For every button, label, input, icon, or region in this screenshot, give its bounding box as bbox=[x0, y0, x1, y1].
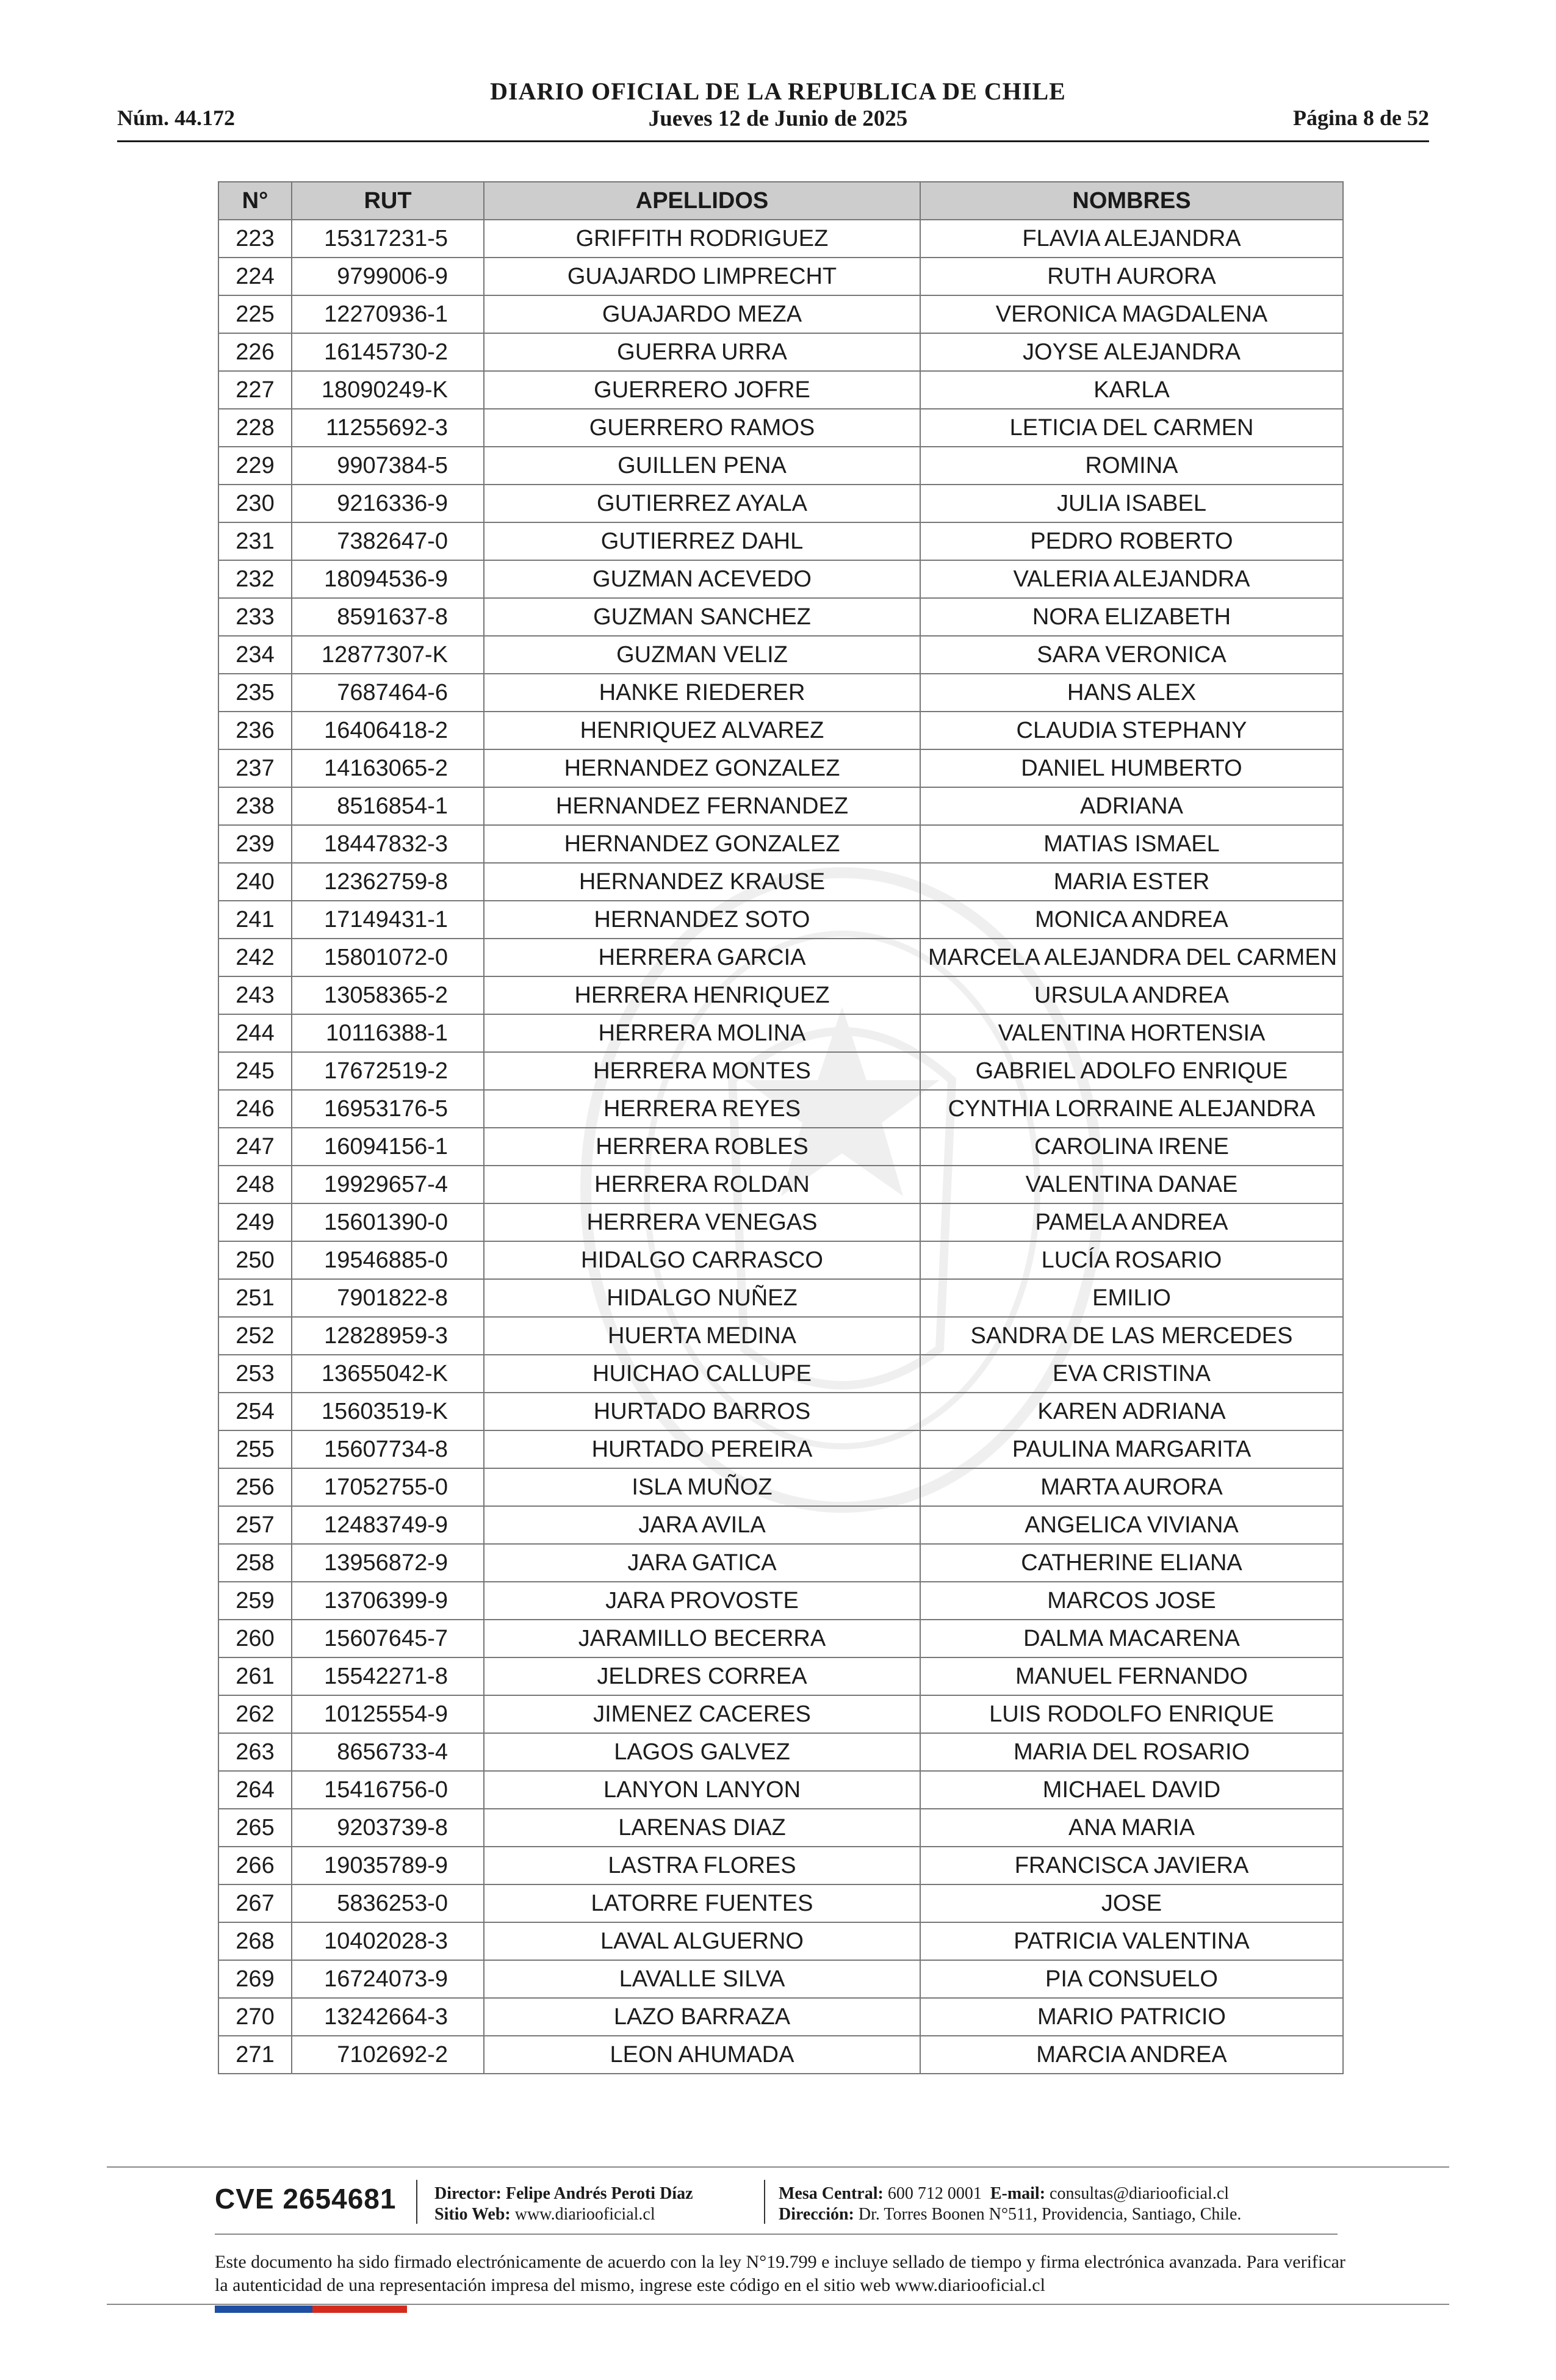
apellidos-cell: GRIFFITH RODRIGUEZ bbox=[484, 220, 920, 258]
nombres-cell: MARCELA ALEJANDRA DEL CARMEN bbox=[920, 939, 1343, 976]
nombres-cell: JOYSE ALEJANDRA bbox=[920, 333, 1343, 371]
apellidos-cell: JIMENEZ CACERES bbox=[484, 1695, 920, 1733]
rut-cell: 13242664-3 bbox=[292, 1998, 484, 2036]
table-header-row bbox=[218, 182, 1343, 220]
website-label: Sitio Web: bbox=[434, 2205, 511, 2224]
apellidos-cell: HERRERA HENRIQUEZ bbox=[484, 976, 920, 1014]
table-row bbox=[218, 295, 1343, 333]
address-label: Dirección: bbox=[779, 2205, 854, 2224]
apellidos-cell: JARA GATICA bbox=[484, 1544, 920, 1582]
row-number-cell: 267 bbox=[218, 1884, 292, 1922]
apellidos-cell: HERNANDEZ SOTO bbox=[484, 901, 920, 939]
table-row bbox=[218, 1355, 1343, 1393]
nombres-cell: PATRICIA VALENTINA bbox=[920, 1922, 1343, 1960]
table-row bbox=[218, 1090, 1343, 1128]
row-number-cell: 249 bbox=[218, 1203, 292, 1241]
table-body bbox=[218, 220, 1343, 2074]
table-row bbox=[218, 712, 1343, 749]
rut-cell: 8591637-8 bbox=[292, 598, 484, 636]
table-row bbox=[218, 1279, 1343, 1317]
rut-cell: 16094156-1 bbox=[292, 1128, 484, 1166]
nombres-cell: FLAVIA ALEJANDRA bbox=[920, 220, 1343, 258]
column-header-number: N° bbox=[218, 182, 292, 220]
apellidos-cell: GUERRA URRA bbox=[484, 333, 920, 371]
footer-separator bbox=[416, 2180, 417, 2224]
rut-cell: 14163065-2 bbox=[292, 749, 484, 787]
apellidos-cell: JARAMILLO BECERRA bbox=[484, 1620, 920, 1657]
row-number-cell: 245 bbox=[218, 1052, 292, 1090]
page-indicator: Página 8 de 52 bbox=[1292, 106, 1429, 130]
nombres-cell: PAMELA ANDREA bbox=[920, 1203, 1343, 1241]
apellidos-cell: GUAJARDO MEZA bbox=[484, 295, 920, 333]
row-number-cell: 227 bbox=[218, 371, 292, 409]
row-number-cell: 251 bbox=[218, 1279, 292, 1317]
nombres-cell: CATHERINE ELIANA bbox=[920, 1544, 1343, 1582]
row-number-cell: 234 bbox=[218, 636, 292, 674]
rut-cell: 15603519-K bbox=[292, 1393, 484, 1430]
nombres-cell: MARCIA ANDREA bbox=[920, 2036, 1343, 2074]
row-number-cell: 233 bbox=[218, 598, 292, 636]
row-number-cell: 246 bbox=[218, 1090, 292, 1128]
rut-cell: 12270936-1 bbox=[292, 295, 484, 333]
address-value: Dr. Torres Boonen N°511, Providencia, Santiago, Chile. bbox=[858, 2205, 1242, 2224]
publication-date: Jueves 12 de Junio de 2025 bbox=[648, 106, 908, 131]
apellidos-cell: GUILLEN PENA bbox=[484, 447, 920, 485]
table-row bbox=[218, 1771, 1343, 1809]
nombres-cell: VALERIA ALEJANDRA bbox=[920, 560, 1343, 598]
column-header-rut: RUT bbox=[292, 182, 484, 220]
table-row bbox=[218, 863, 1343, 901]
nombres-cell: CLAUDIA STEPHANY bbox=[920, 712, 1343, 749]
email-link[interactable]: consultas@diariooficial.cl bbox=[1050, 2184, 1230, 2203]
row-number-cell: 247 bbox=[218, 1128, 292, 1166]
nombres-cell: LETICIA DEL CARMEN bbox=[920, 409, 1343, 447]
table-row bbox=[218, 1014, 1343, 1052]
table-row bbox=[218, 1430, 1343, 1468]
cve-code: CVE 2654681 bbox=[215, 2183, 397, 2215]
table-row bbox=[218, 1582, 1343, 1620]
rut-cell: 16406418-2 bbox=[292, 712, 484, 749]
row-number-cell: 229 bbox=[218, 447, 292, 485]
apellidos-cell: HERRERA ROBLES bbox=[484, 1128, 920, 1166]
table-row bbox=[218, 1960, 1343, 1998]
row-number-cell: 266 bbox=[218, 1847, 292, 1884]
rut-cell: 10116388-1 bbox=[292, 1014, 484, 1052]
table-row bbox=[218, 1544, 1343, 1582]
apellidos-cell: LEON AHUMADA bbox=[484, 2036, 920, 2074]
apellidos-cell: HERRERA MONTES bbox=[484, 1052, 920, 1090]
footer-divider-bottom bbox=[107, 2304, 1449, 2305]
nombres-cell: NORA ELIZABETH bbox=[920, 598, 1343, 636]
row-number-cell: 254 bbox=[218, 1393, 292, 1430]
table-row bbox=[218, 485, 1343, 522]
rut-cell: 18090249-K bbox=[292, 371, 484, 409]
row-number-cell: 258 bbox=[218, 1544, 292, 1582]
issue-number: Núm. 44.172 bbox=[117, 106, 236, 130]
table-row bbox=[218, 939, 1343, 976]
apellidos-cell: LAVAL ALGUERNO bbox=[484, 1922, 920, 1960]
table-row bbox=[218, 749, 1343, 787]
footer-separator bbox=[764, 2180, 765, 2224]
row-number-cell: 250 bbox=[218, 1241, 292, 1279]
nombres-cell: PIA CONSUELO bbox=[920, 1960, 1343, 1998]
rut-cell: 15801072-0 bbox=[292, 939, 484, 976]
nombres-cell: LUIS RODOLFO ENRIQUE bbox=[920, 1695, 1343, 1733]
nombres-cell: GABRIEL ADOLFO ENRIQUE bbox=[920, 1052, 1343, 1090]
row-number-cell: 231 bbox=[218, 522, 292, 560]
row-number-cell: 268 bbox=[218, 1922, 292, 1960]
nombres-cell: LUCÍA ROSARIO bbox=[920, 1241, 1343, 1279]
apellidos-cell: JARA AVILA bbox=[484, 1506, 920, 1544]
row-number-cell: 225 bbox=[218, 295, 292, 333]
rut-cell: 10402028-3 bbox=[292, 1922, 484, 1960]
director-name: Felipe Andrés Peroti Díaz bbox=[505, 2184, 693, 2203]
flag-stripe-blue bbox=[215, 2306, 312, 2313]
rut-cell: 15607645-7 bbox=[292, 1620, 484, 1657]
apellidos-cell: HERRERA ROLDAN bbox=[484, 1166, 920, 1203]
row-number-cell: 270 bbox=[218, 1998, 292, 2036]
nombres-cell: MARIA ESTER bbox=[920, 863, 1343, 901]
apellidos-cell: HURTADO PEREIRA bbox=[484, 1430, 920, 1468]
apellidos-cell: HURTADO BARROS bbox=[484, 1393, 920, 1430]
rut-cell: 12828959-3 bbox=[292, 1317, 484, 1355]
nombres-cell: ANA MARIA bbox=[920, 1809, 1343, 1847]
rut-cell: 17149431-1 bbox=[292, 901, 484, 939]
rut-cell: 15607734-8 bbox=[292, 1430, 484, 1468]
row-number-cell: 260 bbox=[218, 1620, 292, 1657]
row-number-cell: 230 bbox=[218, 485, 292, 522]
row-number-cell: 240 bbox=[218, 863, 292, 901]
publication-title: DIARIO OFICIAL DE LA REPUBLICA DE CHILE bbox=[490, 78, 1066, 105]
director-label: Director: bbox=[434, 2184, 502, 2203]
table-row bbox=[218, 1241, 1343, 1279]
table-row bbox=[218, 1809, 1343, 1847]
rut-cell: 8516854-1 bbox=[292, 787, 484, 825]
table-row bbox=[218, 1128, 1343, 1166]
apellidos-cell: HERNANDEZ GONZALEZ bbox=[484, 749, 920, 787]
table-row bbox=[218, 1733, 1343, 1771]
nombres-cell: ADRIANA bbox=[920, 787, 1343, 825]
table-row bbox=[218, 1884, 1343, 1922]
apellidos-cell: LARENAS DIAZ bbox=[484, 1809, 920, 1847]
table-row bbox=[218, 220, 1343, 258]
table-row bbox=[218, 787, 1343, 825]
nombres-cell: CAROLINA IRENE bbox=[920, 1128, 1343, 1166]
rut-cell: 12483749-9 bbox=[292, 1506, 484, 1544]
nombres-cell: SANDRA DE LAS MERCEDES bbox=[920, 1317, 1343, 1355]
table-row bbox=[218, 409, 1343, 447]
rut-cell: 19546885-0 bbox=[292, 1241, 484, 1279]
column-header-nombres: NOMBRES bbox=[920, 182, 1343, 220]
table-row bbox=[218, 333, 1343, 371]
table-row bbox=[218, 1922, 1343, 1960]
row-number-cell: 223 bbox=[218, 220, 292, 258]
table-row bbox=[218, 560, 1343, 598]
rut-cell: 19035789-9 bbox=[292, 1847, 484, 1884]
apellidos-cell: HERNANDEZ GONZALEZ bbox=[484, 825, 920, 863]
rut-cell: 15542271-8 bbox=[292, 1657, 484, 1695]
apellidos-cell: LANYON LANYON bbox=[484, 1771, 920, 1809]
apellidos-cell: ISLA MUÑOZ bbox=[484, 1468, 920, 1506]
row-number-cell: 262 bbox=[218, 1695, 292, 1733]
nombres-cell: MARCOS JOSE bbox=[920, 1582, 1343, 1620]
rut-cell: 15416756-0 bbox=[292, 1771, 484, 1809]
row-number-cell: 239 bbox=[218, 825, 292, 863]
rut-cell: 19929657-4 bbox=[292, 1166, 484, 1203]
rut-cell: 16953176-5 bbox=[292, 1090, 484, 1128]
rut-cell: 13655042-K bbox=[292, 1355, 484, 1393]
nombres-cell: KAREN ADRIANA bbox=[920, 1393, 1343, 1430]
rut-cell: 9216336-9 bbox=[292, 485, 484, 522]
row-number-cell: 265 bbox=[218, 1809, 292, 1847]
apellidos-cell: LATORRE FUENTES bbox=[484, 1884, 920, 1922]
table-row bbox=[218, 1695, 1343, 1733]
rut-cell: 9907384-5 bbox=[292, 447, 484, 485]
footer-contact-block bbox=[779, 2183, 1241, 2225]
nombres-cell: ANGELICA VIVIANA bbox=[920, 1506, 1343, 1544]
nombres-cell: MARIA DEL ROSARIO bbox=[920, 1733, 1343, 1771]
table-row bbox=[218, 2036, 1343, 2074]
table-row bbox=[218, 1847, 1343, 1884]
table-row bbox=[218, 1052, 1343, 1090]
rut-cell: 16145730-2 bbox=[292, 333, 484, 371]
rut-cell: 12877307-K bbox=[292, 636, 484, 674]
footer-director-block bbox=[434, 2183, 693, 2225]
row-number-cell: 248 bbox=[218, 1166, 292, 1203]
roster-table-container bbox=[218, 181, 1344, 2074]
rut-cell: 15317231-5 bbox=[292, 220, 484, 258]
table-row bbox=[218, 1506, 1343, 1544]
rut-cell: 5836253-0 bbox=[292, 1884, 484, 1922]
rut-cell: 16724073-9 bbox=[292, 1960, 484, 1998]
row-number-cell: 261 bbox=[218, 1657, 292, 1695]
row-number-cell: 256 bbox=[218, 1468, 292, 1506]
rut-cell: 18447832-3 bbox=[292, 825, 484, 863]
apellidos-cell: JELDRES CORREA bbox=[484, 1657, 920, 1695]
row-number-cell: 264 bbox=[218, 1771, 292, 1809]
table-row bbox=[218, 598, 1343, 636]
table-row bbox=[218, 674, 1343, 712]
rut-cell: 7901822-8 bbox=[292, 1279, 484, 1317]
apellidos-cell: HERRERA VENEGAS bbox=[484, 1203, 920, 1241]
apellidos-cell: LASTRA FLORES bbox=[484, 1847, 920, 1884]
email-label: E-mail: bbox=[990, 2184, 1046, 2203]
rut-cell: 7102692-2 bbox=[292, 2036, 484, 2074]
row-number-cell: 263 bbox=[218, 1733, 292, 1771]
nombres-cell: VALENTINA HORTENSIA bbox=[920, 1014, 1343, 1052]
apellidos-cell: GUZMAN SANCHEZ bbox=[484, 598, 920, 636]
footer-divider-middle bbox=[215, 2234, 1338, 2235]
nombres-cell: DALMA MACARENA bbox=[920, 1620, 1343, 1657]
row-number-cell: 241 bbox=[218, 901, 292, 939]
row-number-cell: 232 bbox=[218, 560, 292, 598]
apellidos-cell: GUAJARDO LIMPRECHT bbox=[484, 258, 920, 295]
apellidos-cell: GUZMAN ACEVEDO bbox=[484, 560, 920, 598]
signature-notice: Este documento ha sido firmado electrónicamente de acuerdo con la ley N°19.799 e incluye sellado de tiempo y firma electrónica avanzada. Para verificar la autenticidad de una representación impresa del mismo, ingrese este código en el sitio web www.diariooficial.cl bbox=[215, 2252, 1345, 2295]
apellidos-cell: HERRERA GARCIA bbox=[484, 939, 920, 976]
nombres-cell: VERONICA MAGDALENA bbox=[920, 295, 1343, 333]
table-row bbox=[218, 1657, 1343, 1695]
table-row bbox=[218, 371, 1343, 409]
row-number-cell: 269 bbox=[218, 1960, 292, 1998]
apellidos-cell: HIDALGO NUÑEZ bbox=[484, 1279, 920, 1317]
rut-cell: 17672519-2 bbox=[292, 1052, 484, 1090]
apellidos-cell: HIDALGO CARRASCO bbox=[484, 1241, 920, 1279]
row-number-cell: 238 bbox=[218, 787, 292, 825]
row-number-cell: 244 bbox=[218, 1014, 292, 1052]
row-number-cell: 226 bbox=[218, 333, 292, 371]
table-row bbox=[218, 1166, 1343, 1203]
nombres-cell: MANUEL FERNANDO bbox=[920, 1657, 1343, 1695]
nombres-cell: SARA VERONICA bbox=[920, 636, 1343, 674]
table-row bbox=[218, 522, 1343, 560]
nombres-cell: VALENTINA DANAE bbox=[920, 1166, 1343, 1203]
table-row bbox=[218, 1393, 1343, 1430]
rut-cell: 13058365-2 bbox=[292, 976, 484, 1014]
table-row bbox=[218, 447, 1343, 485]
row-number-cell: 253 bbox=[218, 1355, 292, 1393]
apellidos-cell: HUERTA MEDINA bbox=[484, 1317, 920, 1355]
nombres-cell: JULIA ISABEL bbox=[920, 485, 1343, 522]
mesa-label: Mesa Central: bbox=[779, 2184, 884, 2203]
nombres-cell: HANS ALEX bbox=[920, 674, 1343, 712]
rut-cell: 18094536-9 bbox=[292, 560, 484, 598]
apellidos-cell: HENRIQUEZ ALVAREZ bbox=[484, 712, 920, 749]
row-number-cell: 259 bbox=[218, 1582, 292, 1620]
nombres-cell: EMILIO bbox=[920, 1279, 1343, 1317]
rut-cell: 13706399-9 bbox=[292, 1582, 484, 1620]
nombres-cell: MATIAS ISMAEL bbox=[920, 825, 1343, 863]
apellidos-cell: HERNANDEZ FERNANDEZ bbox=[484, 787, 920, 825]
nombres-cell: MARTA AURORA bbox=[920, 1468, 1343, 1506]
table-row bbox=[218, 1620, 1343, 1657]
row-number-cell: 235 bbox=[218, 674, 292, 712]
table-row bbox=[218, 901, 1343, 939]
row-number-cell: 236 bbox=[218, 712, 292, 749]
row-number-cell: 255 bbox=[218, 1430, 292, 1468]
nombres-cell: ROMINA bbox=[920, 447, 1343, 485]
nombres-cell: MARIO PATRICIO bbox=[920, 1998, 1343, 2036]
table-row bbox=[218, 636, 1343, 674]
row-number-cell: 237 bbox=[218, 749, 292, 787]
nombres-cell: DANIEL HUMBERTO bbox=[920, 749, 1343, 787]
apellidos-cell: GUTIERREZ DAHL bbox=[484, 522, 920, 560]
table-row bbox=[218, 1468, 1343, 1506]
rut-cell: 7382647-0 bbox=[292, 522, 484, 560]
table-row bbox=[218, 1317, 1343, 1355]
nombres-cell: PEDRO ROBERTO bbox=[920, 522, 1343, 560]
row-number-cell: 257 bbox=[218, 1506, 292, 1544]
apellidos-cell: HANKE RIEDERER bbox=[484, 674, 920, 712]
flag-stripe-red bbox=[312, 2306, 407, 2313]
column-header-apellidos: APELLIDOS bbox=[484, 182, 920, 220]
footer-divider-top bbox=[107, 2166, 1449, 2168]
table-row bbox=[218, 258, 1343, 295]
nombres-cell: JOSE bbox=[920, 1884, 1343, 1922]
nombres-cell: MICHAEL DAVID bbox=[920, 1771, 1343, 1809]
table-row bbox=[218, 1998, 1343, 2036]
apellidos-cell: JARA PROVOSTE bbox=[484, 1582, 920, 1620]
header-divider bbox=[117, 140, 1429, 142]
rut-cell: 17052755-0 bbox=[292, 1468, 484, 1506]
apellidos-cell: HERRERA MOLINA bbox=[484, 1014, 920, 1052]
row-number-cell: 224 bbox=[218, 258, 292, 295]
rut-cell: 9799006-9 bbox=[292, 258, 484, 295]
nombres-cell: FRANCISCA JAVIERA bbox=[920, 1847, 1343, 1884]
row-number-cell: 243 bbox=[218, 976, 292, 1014]
apellidos-cell: LAGOS GALVEZ bbox=[484, 1733, 920, 1771]
apellidos-cell: GUERRERO JOFRE bbox=[484, 371, 920, 409]
rut-cell: 15601390-0 bbox=[292, 1203, 484, 1241]
row-number-cell: 271 bbox=[218, 2036, 292, 2074]
apellidos-cell: LAVALLE SILVA bbox=[484, 1960, 920, 1998]
mesa-phone: 600 712 0001 bbox=[887, 2184, 982, 2203]
table-row bbox=[218, 1203, 1343, 1241]
nombres-cell: KARLA bbox=[920, 371, 1343, 409]
table-row bbox=[218, 825, 1343, 863]
nombres-cell: EVA CRISTINA bbox=[920, 1355, 1343, 1393]
rut-cell: 8656733-4 bbox=[292, 1733, 484, 1771]
nombres-cell: URSULA ANDREA bbox=[920, 976, 1343, 1014]
apellidos-cell: GUERRERO RAMOS bbox=[484, 409, 920, 447]
rut-cell: 12362759-8 bbox=[292, 863, 484, 901]
apellidos-cell: HERRERA REYES bbox=[484, 1090, 920, 1128]
row-number-cell: 242 bbox=[218, 939, 292, 976]
row-number-cell: 228 bbox=[218, 409, 292, 447]
website-link[interactable]: www.diariooficial.cl bbox=[514, 2205, 655, 2224]
apellidos-cell: GUTIERREZ AYALA bbox=[484, 485, 920, 522]
nombres-cell: PAULINA MARGARITA bbox=[920, 1430, 1343, 1468]
apellidos-cell: GUZMAN VELIZ bbox=[484, 636, 920, 674]
table-row bbox=[218, 976, 1343, 1014]
rut-cell: 9203739-8 bbox=[292, 1809, 484, 1847]
roster-table bbox=[218, 181, 1344, 2074]
nombres-cell: MONICA ANDREA bbox=[920, 901, 1343, 939]
rut-cell: 11255692-3 bbox=[292, 409, 484, 447]
rut-cell: 10125554-9 bbox=[292, 1695, 484, 1733]
apellidos-cell: HERNANDEZ KRAUSE bbox=[484, 863, 920, 901]
nombres-cell: RUTH AURORA bbox=[920, 258, 1343, 295]
rut-cell: 13956872-9 bbox=[292, 1544, 484, 1582]
apellidos-cell: HUICHAO CALLUPE bbox=[484, 1355, 920, 1393]
row-number-cell: 252 bbox=[218, 1317, 292, 1355]
rut-cell: 7687464-6 bbox=[292, 674, 484, 712]
apellidos-cell: LAZO BARRAZA bbox=[484, 1998, 920, 2036]
nombres-cell: CYNTHIA LORRAINE ALEJANDRA bbox=[920, 1090, 1343, 1128]
